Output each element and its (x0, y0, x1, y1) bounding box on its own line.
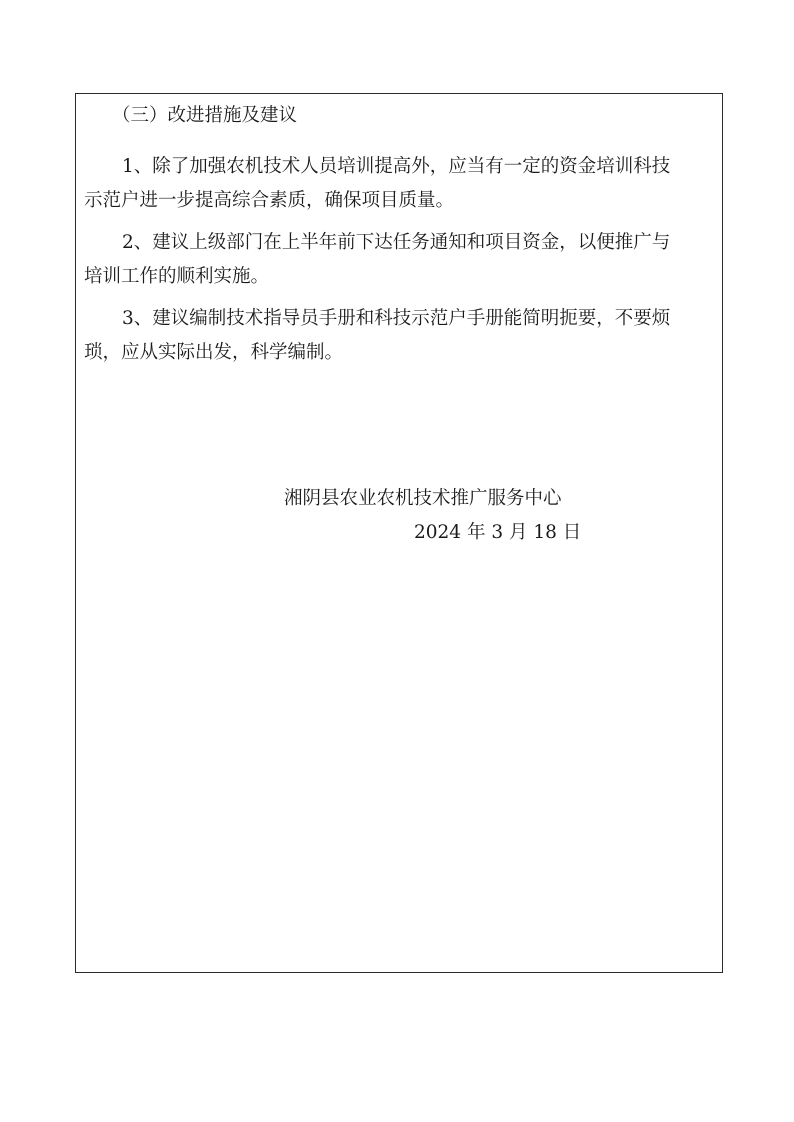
suggestion-2-line-1: 2、建议上级部门在上半年前下达任务通知和项目资金，以便推广与 (122, 232, 671, 253)
suggestion-2-line-2: 培训工作的顺利实施。 (84, 266, 270, 287)
document-border-frame (75, 93, 723, 973)
suggestion-1-line-2: 示范户进一步提高综合素质，确保项目质量。 (84, 190, 455, 211)
section-heading: （三）改进措施及建议 (112, 105, 298, 126)
suggestion-1-line-1: 1、除了加强农机技术人员培训提高外，应当有一定的资金培训科技 (122, 156, 671, 177)
signature-date: 2024 年 3 月 18 日 (414, 522, 582, 543)
signature-organization: 湘阴县农业农机技术推广服务中心 (284, 488, 562, 509)
suggestion-3-line-2: 琐，应从实际出发，科学编制。 (84, 342, 344, 363)
suggestion-3-line-1: 3、建议编制技术指导员手册和科技示范户手册能简明扼要，不要烦 (122, 308, 671, 329)
